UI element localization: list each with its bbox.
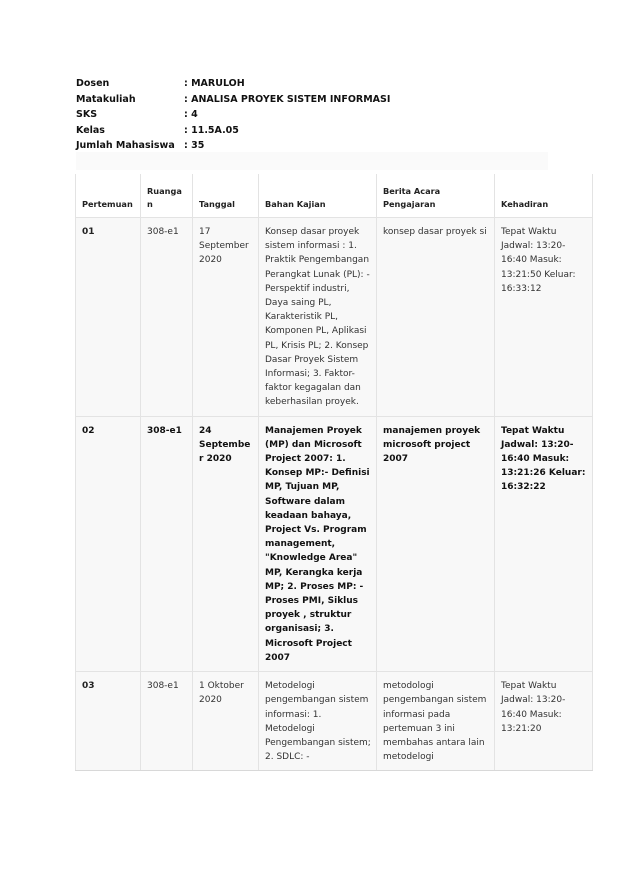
cell-bahan-kajian: Konsep dasar proyek sistem informasi : 1. Praktik Pengembangan Perangkat Lunak (PL): - Perspektif industri, Daya saing PL, Karakteristik PL, Komponen PL, Aplikasi PL, Krisis PL; 2. Konsep Dasar Proyek Sistem Informasi; 3. Faktor-faktor kegagalan dan keberhasilan proyek. bbox=[259, 218, 377, 417]
table-row bbox=[76, 672, 593, 771]
matakuliah-row bbox=[76, 92, 390, 108]
cell-ruangan: 308-e1 bbox=[141, 672, 193, 771]
matakuliah-label: Matakuliah bbox=[76, 93, 136, 105]
dosen-value: : MARULOH bbox=[184, 78, 245, 89]
cell-pertemuan: 01 bbox=[76, 218, 141, 417]
cell-tanggal: 24 September 2020 bbox=[193, 416, 259, 671]
cell-kehadiran: Tepat Waktu Jadwal: 13:20-16:40 Masuk: 13:21:20 bbox=[495, 672, 593, 771]
cell-ruangan: 308-e1 bbox=[141, 218, 193, 417]
cell-berita-acara: manajemen proyek microsoft project 2007 bbox=[377, 416, 495, 671]
matakuliah-value: : ANALISA PROYEK SISTEM INFORMASI bbox=[184, 93, 391, 105]
kelas-row bbox=[76, 123, 390, 139]
kelas-value: : 11.5A.05 bbox=[184, 124, 239, 136]
sks-label: SKS bbox=[76, 109, 98, 120]
table-row bbox=[76, 218, 593, 417]
col-header-tanggal: Tanggal bbox=[193, 174, 259, 218]
col-header-ruangan: Ruangan bbox=[141, 174, 193, 218]
attendance-table bbox=[75, 174, 593, 771]
dosen-row bbox=[76, 76, 390, 92]
course-info-header bbox=[76, 76, 390, 154]
cell-tanggal: 1 Oktober 2020 bbox=[193, 672, 259, 771]
jumlah-value: : 35 bbox=[184, 140, 205, 151]
jumlah-label: Jumlah Mahasiswa bbox=[76, 140, 175, 151]
cell-pertemuan: 02 bbox=[76, 416, 141, 671]
sks-row bbox=[76, 107, 390, 123]
cell-kehadiran: Tepat Waktu Jadwal: 13:20-16:40 Masuk: 13:21:26 Keluar: 16:32:22 bbox=[495, 416, 593, 671]
col-header-berita-acara: Berita Acara Pengajaran bbox=[377, 174, 495, 218]
col-header-bahan-kajian: Bahan Kajian bbox=[259, 174, 377, 218]
col-header-kehadiran: Kehadiran bbox=[495, 174, 593, 218]
cell-bahan-kajian: Manajemen Proyek (MP) dan Microsoft Project 2007: 1. Konsep MP:- Definisi MP, Tujuan MP, Software dalam keadaan bahaya, Project Vs. Program management, "Knowledge Area" MP, Kerangka kerja MP; 2. Proses MP: - Proses PMI, Siklus proyek , struktur organisasi; 3. Microsoft Project 2007 bbox=[259, 416, 377, 671]
cell-kehadiran: Tepat Waktu Jadwal: 13:20-16:40 Masuk: 13:21:50 Keluar: 16:33:12 bbox=[495, 218, 593, 417]
divider-band bbox=[76, 152, 548, 170]
cell-tanggal: 17 September 2020 bbox=[193, 218, 259, 417]
cell-pertemuan: 03 bbox=[76, 672, 141, 771]
cell-bahan-kajian: Metodelogi pengembangan sistem informasi: 1. Metodelogi Pengembangan sistem; 2. SDLC: - bbox=[259, 672, 377, 771]
cell-berita-acara: konsep dasar proyek si bbox=[377, 218, 495, 417]
sks-value: : 4 bbox=[184, 109, 198, 120]
dosen-label: Dosen bbox=[76, 78, 110, 89]
kelas-label: Kelas bbox=[76, 124, 105, 136]
table-header-row bbox=[76, 174, 593, 218]
table-row bbox=[76, 416, 593, 671]
cell-berita-acara: metodologi pengembangan sistem informasi pada pertemuan 3 ini membahas antara lain metodelogi bbox=[377, 672, 495, 771]
cell-ruangan: 308-e1 bbox=[141, 416, 193, 671]
col-header-pertemuan: Pertemuan bbox=[76, 174, 141, 218]
